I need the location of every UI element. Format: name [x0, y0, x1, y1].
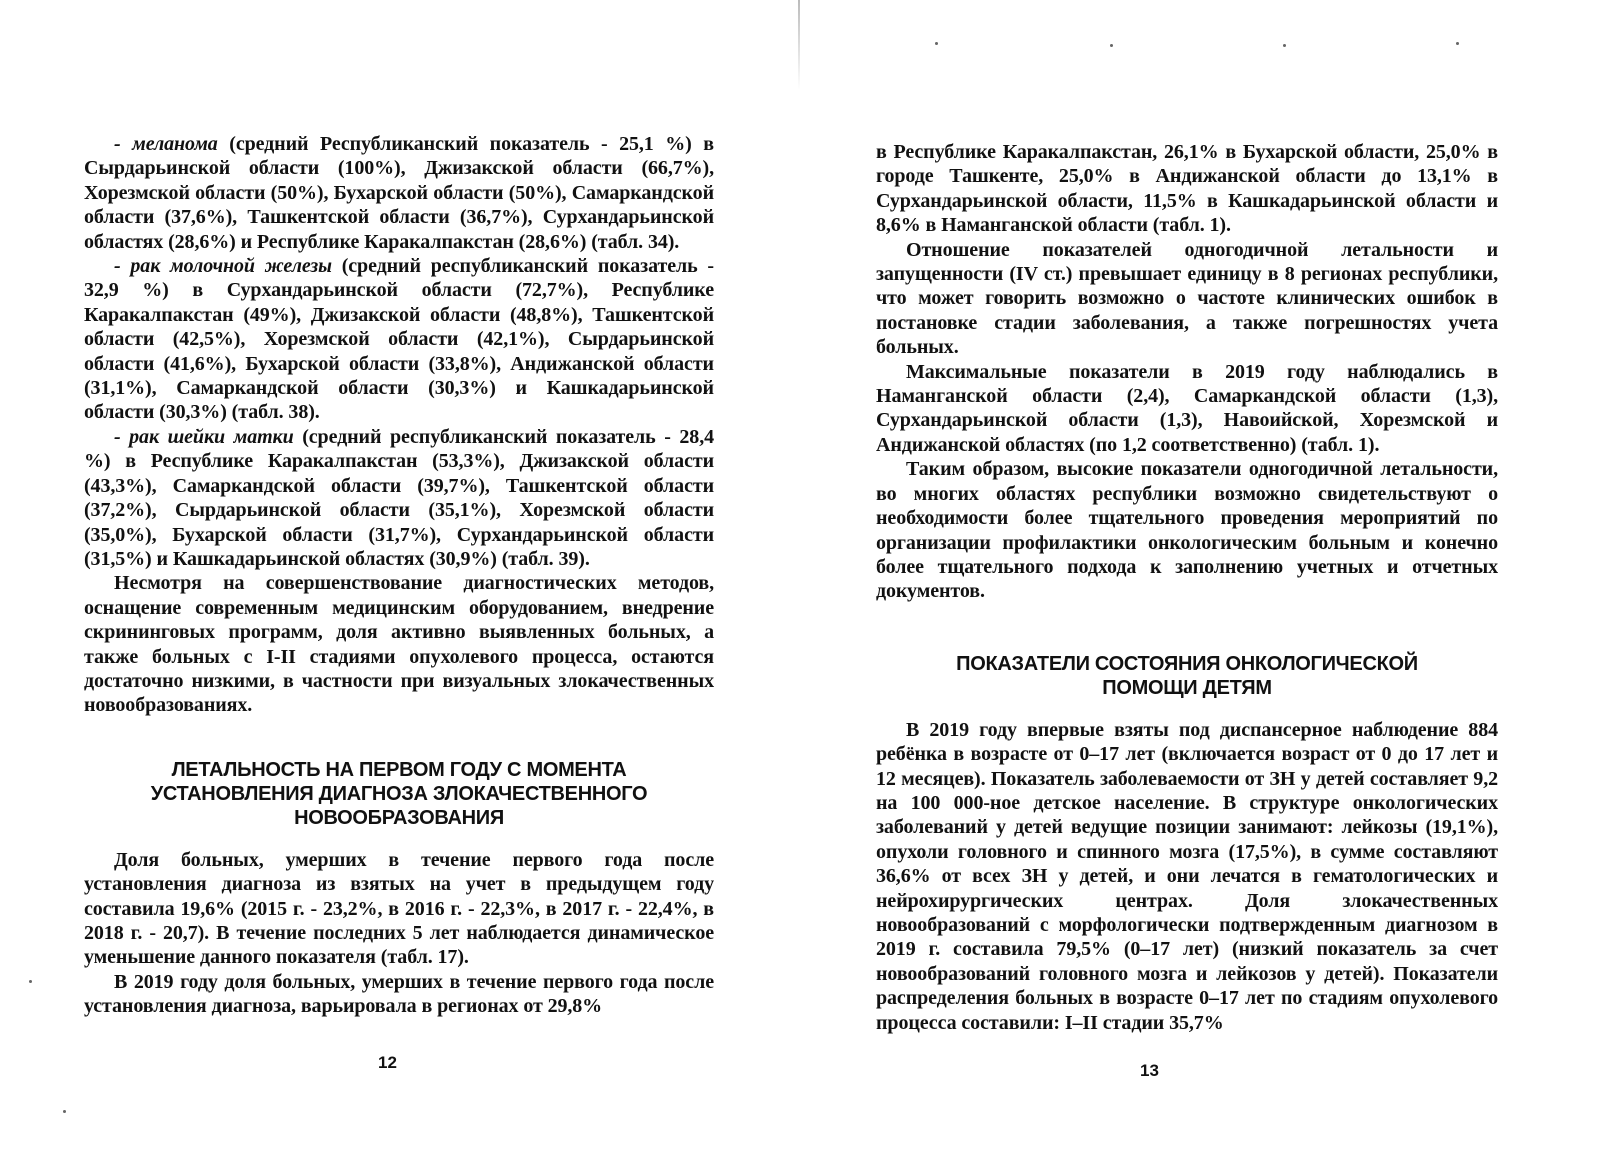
section-heading [84, 758, 714, 830]
section-heading [876, 652, 1498, 700]
lead-term: - рак шейки матки [114, 425, 294, 448]
paragraph: в Республике Каракалпакстан, 26,1% в Бухарской области, 25,0% в городе Ташкенте, 25,0% в Андижанской области до 13,1% в Сурхандарьинской области, 11,5% в Кашкадарьинской области и 8,6% в Наманганской области (табл. 1). [876, 141, 1498, 237]
paragraph [84, 425, 714, 571]
paragraph [84, 571, 714, 717]
page-right [800, 0, 1600, 1172]
paragraph: В 2019 году доля больных, умерших в течение первого года после установления диагноза, варьировала в регионах от 29,8% [84, 970, 714, 1018]
heading-line: УСТАНОВЛЕНИЯ ДИАГНОЗА ЗЛОКАЧЕСТВЕННОГО [150, 782, 648, 805]
paragraph: Максимальные показатели в 2019 году наблюдались в Наманганской области (2,4), Самаркандской области (1,3), Сурхандарьинской области (1,3), Навоийской, Хорезмской и Андижанской областях (по 1,2 соответственно) (табл. 1). [876, 360, 1498, 456]
page-number: 12 [378, 1053, 397, 1072]
paragraph: В 2019 году впервые взяты под диспансерное наблюдение 884 ребёнка в возрасте от 0–17 лет (включается возраст от 0 до 17 лет и 12 месяцев). Показатель заболеваемости от ЗН у детей составляет 9,2 на 100 000-ное детское население. В структуре онкологических заболеваний у детей ведущие позиции занимают: лейкозы (19,1%), опухоли головного и спинного мозга (17,5%), в сумме составляют 36,6% от всех ЗН у детей, и они лечатся в гематологических и нейрохирургических центрах. Доля злокачественных новообразований с морфологически подтвержденным диагнозом в 2019 г. составила 79,5% (0–17 лет) (низкий показатель за счет новообразований головного мозга и лейкозов у детей). Показатели распределения больных в возрасте 0–17 лет по стадиям опухолевого процесса составили: I–II стадии 35,7% [876, 718, 1498, 1034]
heading-line: НОВООБРАЗОВАНИЯ [294, 806, 504, 829]
right-text-column [876, 140, 1498, 1035]
paragraph-text: (средний республиканский показатель - 32,9 %) в Сурхандарьинской области (72,7%), Республике Каракалпакстан (49%), Джизакской области (48,8%), Ташкентской области (42,5%), Хорезмской области (42,1%), Сырдарьинской области (41,6%), Бухарской области (33,8%), Андижанской области (31,1%), Самаркандской области (30,3%) и Кашкадарьинской области (30,3%) (табл. 38). [84, 255, 714, 424]
paragraph [84, 254, 714, 425]
paragraph: Отношение показателей одногодичной летальности и запущенности (IV ст.) превышает единицу в 8 регионах республики, что может говорить возможно о частоте клинических ошибок в постановке стадии заболевания, а также погрешностях учета больных. [876, 238, 1498, 359]
page-number: 13 [1140, 1061, 1159, 1080]
left-text-column [84, 132, 714, 1019]
heading-line: ПОКАЗАТЕЛИ СОСТОЯНИЯ ОНКОЛОГИЧЕСКОЙ [956, 652, 1418, 675]
paragraph: Доля больных, умерших в течение первого года после установления диагноза из взятых на учет в предыдущем году составила 19,6% (2015 г. - 23,2%, в 2016 г. - 22,3%, в 2017 г. - 22,4%, в 2018 г. - 20,7). В течение последних 5 лет наблюдается динамическое уменьшение данного показателя (табл. 17). [84, 848, 714, 969]
paragraph-text: Несмотря на совершенствование диагностических методов, оснащение современным медицинским оборудованием, внедрение скрининговых программ, доля активно выявленных больных, а также больных с I-II стадиями опухолевого процесса, остаются достаточно низкими, в частности при визуальных злокачественных новообразованиях. [84, 572, 714, 717]
paragraph: Таким образом, высокие показатели одногодичной летальности, во многих областях республики возможно свидетельствуют о необходимости более тщательного проведения мероприятий по организации профилактики онкологическим больным и конечно более тщательного подхода к заполнению учетных и отчетных документов. [876, 458, 1498, 603]
lead-term: - рак молочной железы [114, 255, 332, 278]
paragraph-text: (средний республиканский показатель - 28,4 %) в Республике Каракалпакстан (53,3%), Джизакской области (43,3%), Самаркандской области (39,7%), Ташкентской области (37,2%), Сырдарьинской области (35,1%), Хорезмской области (35,0%), Бухарской области (31,7%), Сурхандарьинской области (31,5%) и Кашкадарьинской областях (30,9%) (табл. 39). [84, 425, 714, 570]
heading-line: ЛЕТАЛЬНОСТЬ НА ПЕРВОМ ГОДУ С МОМЕНТА [171, 758, 627, 781]
heading-line: ПОМОЩИ ДЕТЯМ [1102, 676, 1272, 699]
lead-term: - меланома [114, 133, 218, 155]
paragraph [84, 132, 714, 254]
paragraph-text: (средний Республиканский показатель - 25,1 %) в Сырдарьинской области (100%), Джизакской области (66,7%), Хорезмской области (50%), Бухарской области (50%), Самаркандской области (37,6%), Ташкентской области (36,7%), Сурхандарьинской областях (28,6%) и Республике Каракалпакстан (28,6%) (табл. 34). [84, 133, 714, 253]
